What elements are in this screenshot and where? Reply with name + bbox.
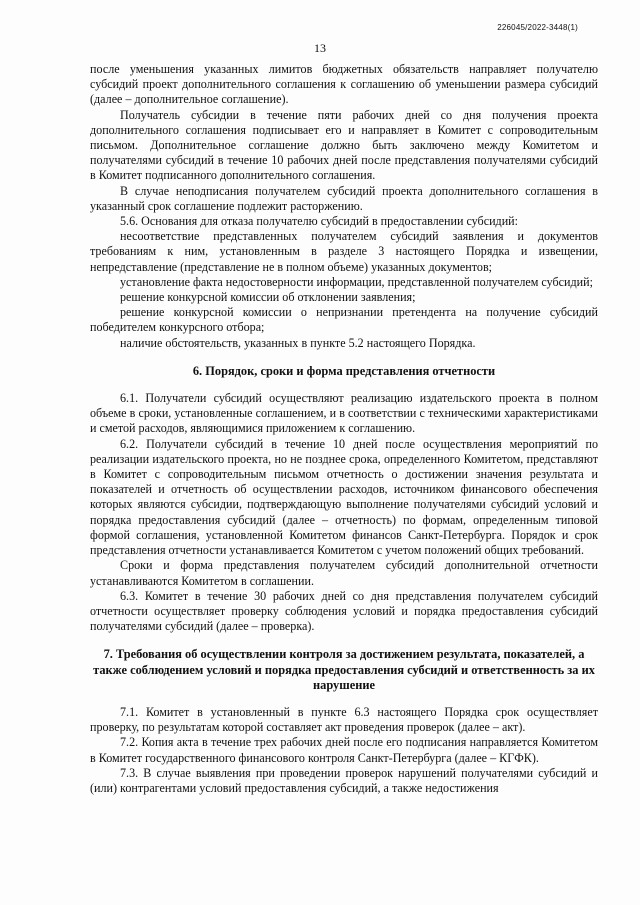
paragraph: 7.3. В случае выявления при проведении проверок нарушений получателями субсидий и (или) контрагентами условий предоставления субсидий, а также недостижения: [90, 765, 598, 795]
paragraph: решение конкурсной комиссии об отклонении заявления;: [120, 290, 416, 305]
paragraph: 5.6. Основания для отказа получателю субсидий в предоставлении субсидий:: [120, 214, 519, 229]
paragraph: 6.1. Получатели субсидий осуществляют реализацию издательского проекта в полном объеме в сроки, установленные соглашением, и в соответствии с техническими характеристиками и сметой расходов, являющимися приложением к соглашению.: [90, 391, 598, 436]
paragraph: 7.1. Комитет в установленный в пункте 6.3 настоящего Порядка срок осуществляет проверку, по результатам которой составляет акт проведения проверок (далее – акт).: [90, 704, 598, 735]
section-heading-7: 7. Требования об осуществлении контроля за достижением результата, показателей, а также соблюдением условий и порядка предоставления субсидий и ответственность за их нарушение: [93, 647, 595, 692]
document-body: [90, 62, 598, 796]
paragraph: несоответствие представленных получателем субсидий заявления и документов требованиям к ним, установленным в разделе 3 настоящего Порядка и извещении, непредставление (представление не в полном объеме) указанных документов;: [90, 229, 598, 274]
paragraph: 6.3. Комитет в течение 30 рабочих дней со дня представления получателем субсидий отчетности осуществляет проверку соблюдения условий и порядка предоставления субсидий получателями субсидий (далее – проверка).: [90, 588, 598, 634]
paragraph: 7.2. Копия акта в течение трех рабочих дней после его подписания направляется Комитетом в Комитет государственного финансового контроля Санкт-Петербурга (далее – КГФК).: [90, 735, 598, 765]
page-number: 13: [314, 41, 326, 55]
paragraph: Получатель субсидии в течение пяти рабочих дней со дня получения проекта дополнительного соглашения подписывает его и направляет в Комитет с сопроводительным письмом. Дополнительное соглашение должно быть заключено между Комитетом и получателями субсидий в течение 10 рабочих дней после представления получателями субсидий в Комитет подписанного дополнительного соглашения.: [90, 107, 598, 183]
paragraph: установление факта недостоверности информации, представленной получателем субсидий;: [120, 274, 593, 289]
paragraph: В случае неподписания получателем субсидий проекта дополнительного соглашения в указанный срок соглашение подлежит расторжению.: [90, 183, 598, 213]
paragraph: наличие обстоятельств, указанных в пункте 5.2 настоящего Порядка.: [120, 335, 476, 350]
paragraph: решение конкурсной комиссии о непризнании претендента на получение субсидий победителем конкурсного отбора;: [90, 305, 598, 335]
paragraph: 6.2. Получатели субсидий в течение 10 дней после осуществления мероприятий по реализации издательского проекта, но не позднее срока, определенного Комитетом, представляют в Комитет с сопроводительным письмом отчетность о достижении значения результата и показателей и отчетность об осуществлении расходов, источником финансового обеспечения которых являются субсидии, подтверждающую выполнение получателями субсидий условий и порядка предоставления субсидий (далее – отчетность) по формам, определенным типовой формой соглашения, установленной Комитетом финансов Санкт-Петербурга. Порядок и срок представления отчетности устанавливается Комитетом с учетом положений общих требований.: [90, 436, 598, 558]
section-heading-6: 6. Порядок, сроки и форма представления отчетности: [192, 363, 496, 378]
document-id: 226045/2022-3448(1): [497, 23, 578, 32]
paragraph: Сроки и форма представления получателем субсидий дополнительной отчетности устанавливаются Комитетом в соглашении.: [90, 558, 598, 588]
paragraph: после уменьшения указанных лимитов бюджетных обязательств направляет получателю субсидий проект дополнительного соглашения к соглашению об уменьшении размера субсидий (далее – дополнительное соглашение).: [90, 62, 598, 107]
